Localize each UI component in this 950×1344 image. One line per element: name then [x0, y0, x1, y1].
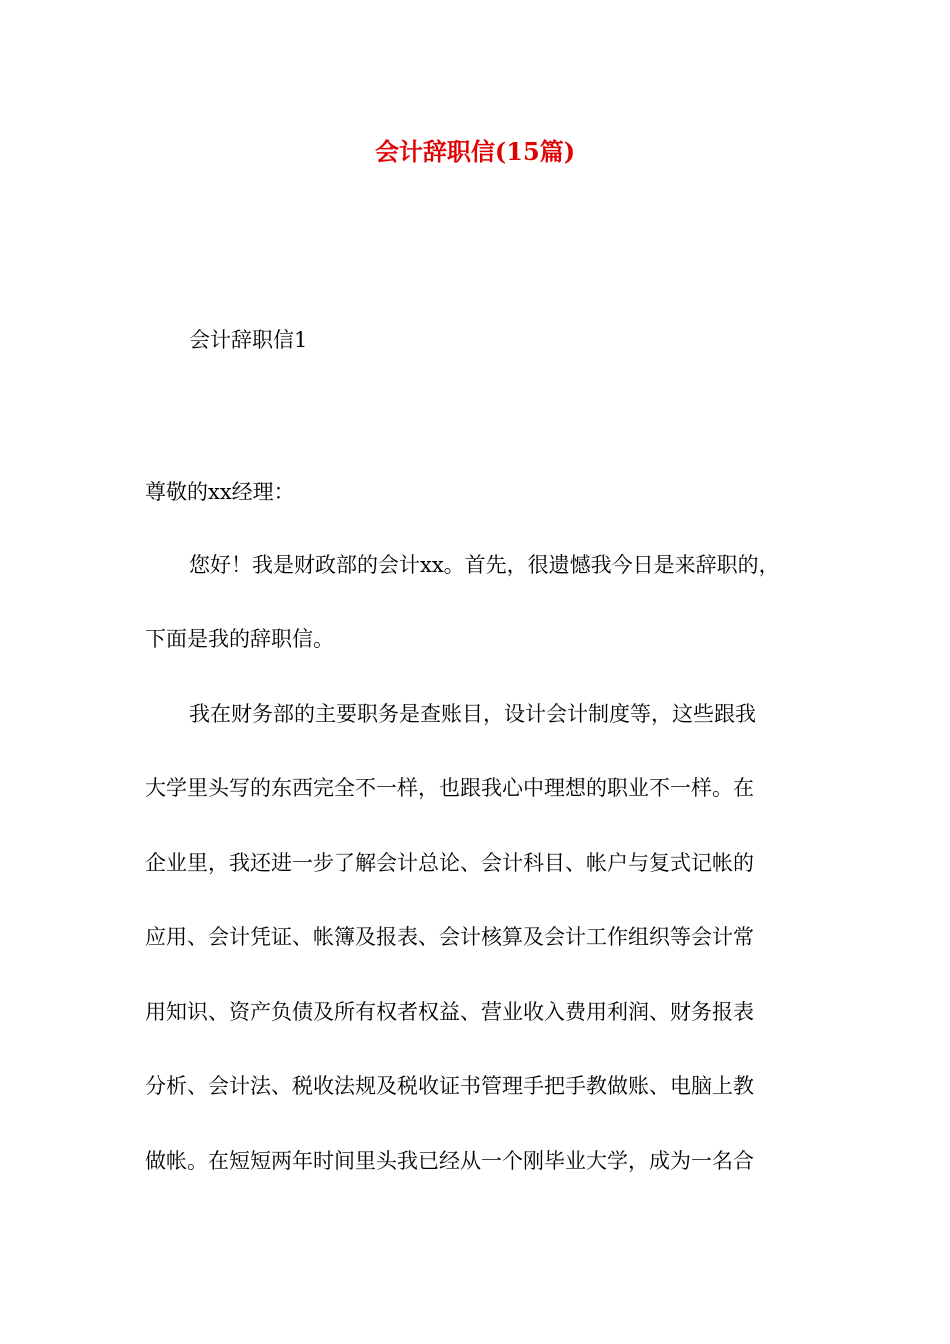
- body-line: 企业里，我还进一步了解会计总论、会计科目、帐户与复式记帐的: [145, 851, 754, 875]
- body-line: 您好！我是财政部的会计xx。首先，很遗憾我今日是来辞职的，: [189, 553, 780, 577]
- document-title: 会计辞职信(15篇): [374, 137, 576, 166]
- body-line: 分析、会计法、税收法规及税收证书管理手把手教做账、电脑上教: [145, 1074, 754, 1098]
- section-heading: 会计辞职信1: [189, 328, 308, 352]
- body-line: 做帐。在短短两年时间里头我已经从一个刚毕业大学，成为一名合: [145, 1149, 754, 1173]
- body-line: 我在财务部的主要职务是查账目，设计会计制度等，这些跟我: [189, 702, 756, 726]
- body-line: 下面是我的辞职信。: [145, 627, 334, 651]
- body-line: 应用、会计凭证、帐簿及报表、会计核算及会计工作组织等会计常: [145, 925, 754, 949]
- body-line: 用知识、资产负债及所有权者权益、营业收入费用利润、财务报表: [145, 1000, 754, 1024]
- body-line: 大学里头写的东西完全不一样，也跟我心中理想的职业不一样。在: [145, 776, 754, 800]
- salutation: 尊敬的xx经理：: [145, 480, 295, 504]
